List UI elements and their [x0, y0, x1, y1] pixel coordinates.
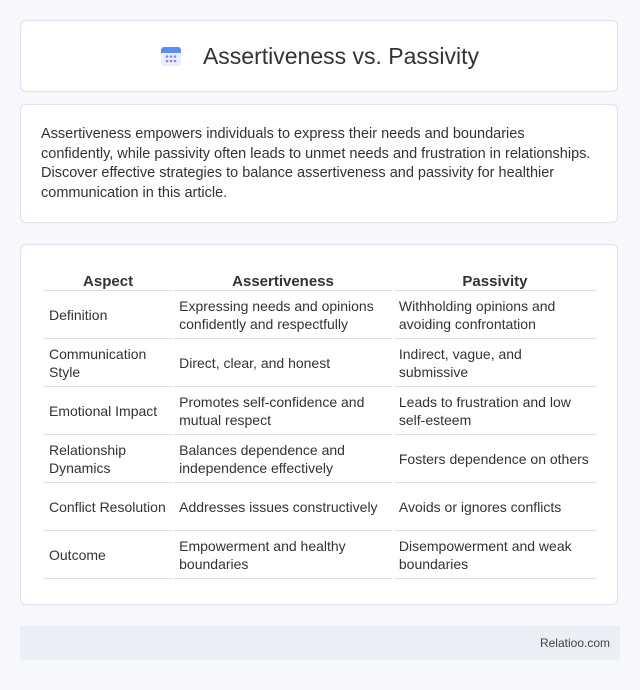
table-row [44, 483, 596, 531]
comparison-card [20, 244, 618, 605]
header-aspect: Aspect [44, 265, 172, 291]
table-row [44, 531, 596, 579]
table-header-row [44, 265, 596, 291]
cell-aspect: Outcome [44, 531, 172, 579]
cell-passivity: Leads to frustration and low self-esteem [394, 387, 596, 435]
header-assertiveness: Assertiveness [174, 265, 392, 291]
cell-passivity: Avoids or ignores conflicts [394, 483, 596, 531]
footer-brand: Relatioo.com [539, 636, 610, 650]
header-passivity: Passivity [394, 265, 596, 291]
cell-aspect: Definition [44, 291, 172, 339]
cell-passivity: Withholding opinions and avoiding confrontation [394, 291, 596, 339]
cell-aspect: Conflict Resolution [44, 483, 172, 531]
cell-aspect: Emotional Impact [44, 387, 172, 435]
table-row [44, 291, 596, 339]
cell-assertiveness: Promotes self-confidence and mutual respect [174, 387, 392, 435]
cell-passivity: Fosters dependence on others [394, 435, 596, 483]
table-row [44, 339, 596, 387]
cell-passivity: Disempowerment and weak boundaries [394, 531, 596, 579]
cell-assertiveness: Balances dependence and independence effectively [174, 435, 392, 483]
table-row [44, 435, 596, 483]
page-title: Assertiveness vs. Passivity [202, 42, 480, 69]
comparison-table [42, 265, 598, 579]
cell-passivity: Indirect, vague, and submissive [394, 339, 596, 387]
cell-assertiveness: Addresses issues constructively [174, 483, 392, 531]
cell-assertiveness: Expressing needs and opinions confidently and respectfully [174, 291, 392, 339]
calendar-icon [159, 44, 183, 68]
intro-card [20, 104, 618, 223]
cell-aspect: Communication Style [44, 339, 172, 387]
footer [20, 626, 620, 660]
cell-aspect: Relationship Dynamics [44, 435, 172, 483]
table-row [44, 387, 596, 435]
cell-assertiveness: Direct, clear, and honest [174, 339, 392, 387]
intro-text: Assertiveness empowers individuals to express their needs and boundaries confidently, while passivity often leads to unmet needs and frustration in relationships. Discover effective strategies to balance assertiveness and passivity for healthier communication in this article. [41, 126, 591, 201]
title-card [20, 20, 618, 92]
cell-assertiveness: Empowerment and healthy boundaries [174, 531, 392, 579]
